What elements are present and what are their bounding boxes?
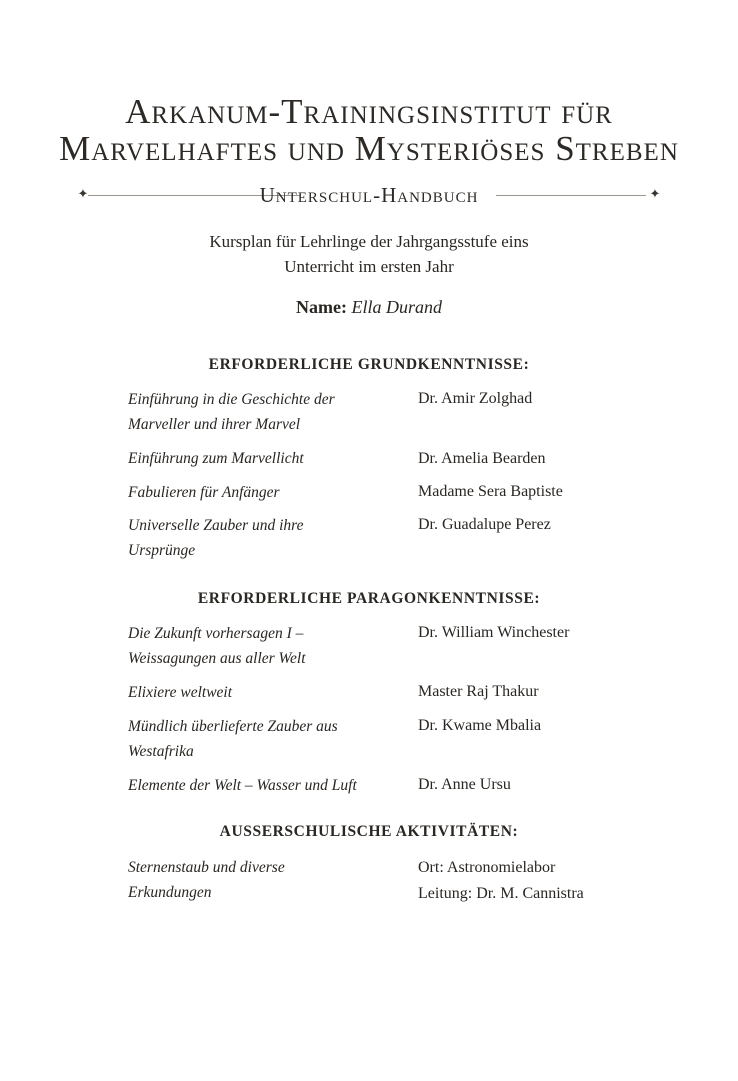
course-name: Fabulieren für Anfänger	[128, 484, 280, 501]
name-label: Name:	[296, 297, 347, 317]
section-heading-basic: ERFORDERLICHE GRUNDKENNTNISSE:	[208, 356, 530, 373]
institute-title-line-2: Marvelhaftes und Mysteriöses Streben	[59, 129, 679, 168]
teacher-name: Dr. Anne Ursu	[418, 776, 511, 793]
teacher-name: Madame Sera Baptiste	[418, 483, 563, 500]
student-name: Ella Durand	[351, 297, 442, 317]
course-name: Die Zukunft vorhersagen I – Weissagungen aus aller Welt	[128, 625, 306, 667]
activity-leader: Leitung: Dr. M. Cannistra	[418, 885, 584, 902]
course-name: Einführung zum Marvellicht	[128, 450, 304, 467]
course-name: Universelle Zauber und ihre Ursprünge	[128, 517, 304, 559]
teacher-name: Dr. Amir Zolghad	[418, 390, 533, 407]
institute-title-line-1: Arkanum-Trainingsinstitut für	[125, 92, 613, 131]
student-name-line	[0, 297, 738, 318]
activity-name: Sternenstaub und diverse Erkundungen	[128, 859, 285, 901]
course-plan-line: Kursplan für Lehrlinge der Jahrgangsstufe eins	[209, 232, 529, 251]
sparkle-ornament-icon: ✦	[649, 187, 661, 202]
course-name: Einführung in die Geschichte der Marveller und ihrer Marvel	[128, 391, 335, 433]
teacher-name: Dr. William Winchester	[418, 624, 570, 641]
handbook-subtitle: Unterschul-Handbuch	[259, 183, 479, 207]
teacher-name: Master Raj Thakur	[418, 683, 539, 700]
sparkle-ornament-icon: ✦	[77, 187, 89, 202]
first-year-line: Unterricht im ersten Jahr	[284, 257, 454, 276]
teacher-name: Dr. Amelia Bearden	[418, 450, 546, 467]
activity-location: Ort: Astronomielabor	[418, 859, 556, 876]
course-name: Elemente der Welt – Wasser und Luft	[128, 777, 357, 794]
teacher-name: Dr. Kwame Mbalia	[418, 717, 542, 734]
course-name: Mündlich überlieferte Zauber aus Westafrika	[128, 718, 338, 760]
teacher-name: Dr. Guadalupe Perez	[418, 516, 551, 533]
course-name: Elixiere weltweit	[128, 684, 233, 701]
section-heading-paragon: ERFORDERLICHE PARAGONKENNTNISSE:	[197, 590, 541, 607]
section-heading-extracurricular: AUSSERSCHULISCHE AKTIVITÄTEN:	[219, 823, 519, 840]
